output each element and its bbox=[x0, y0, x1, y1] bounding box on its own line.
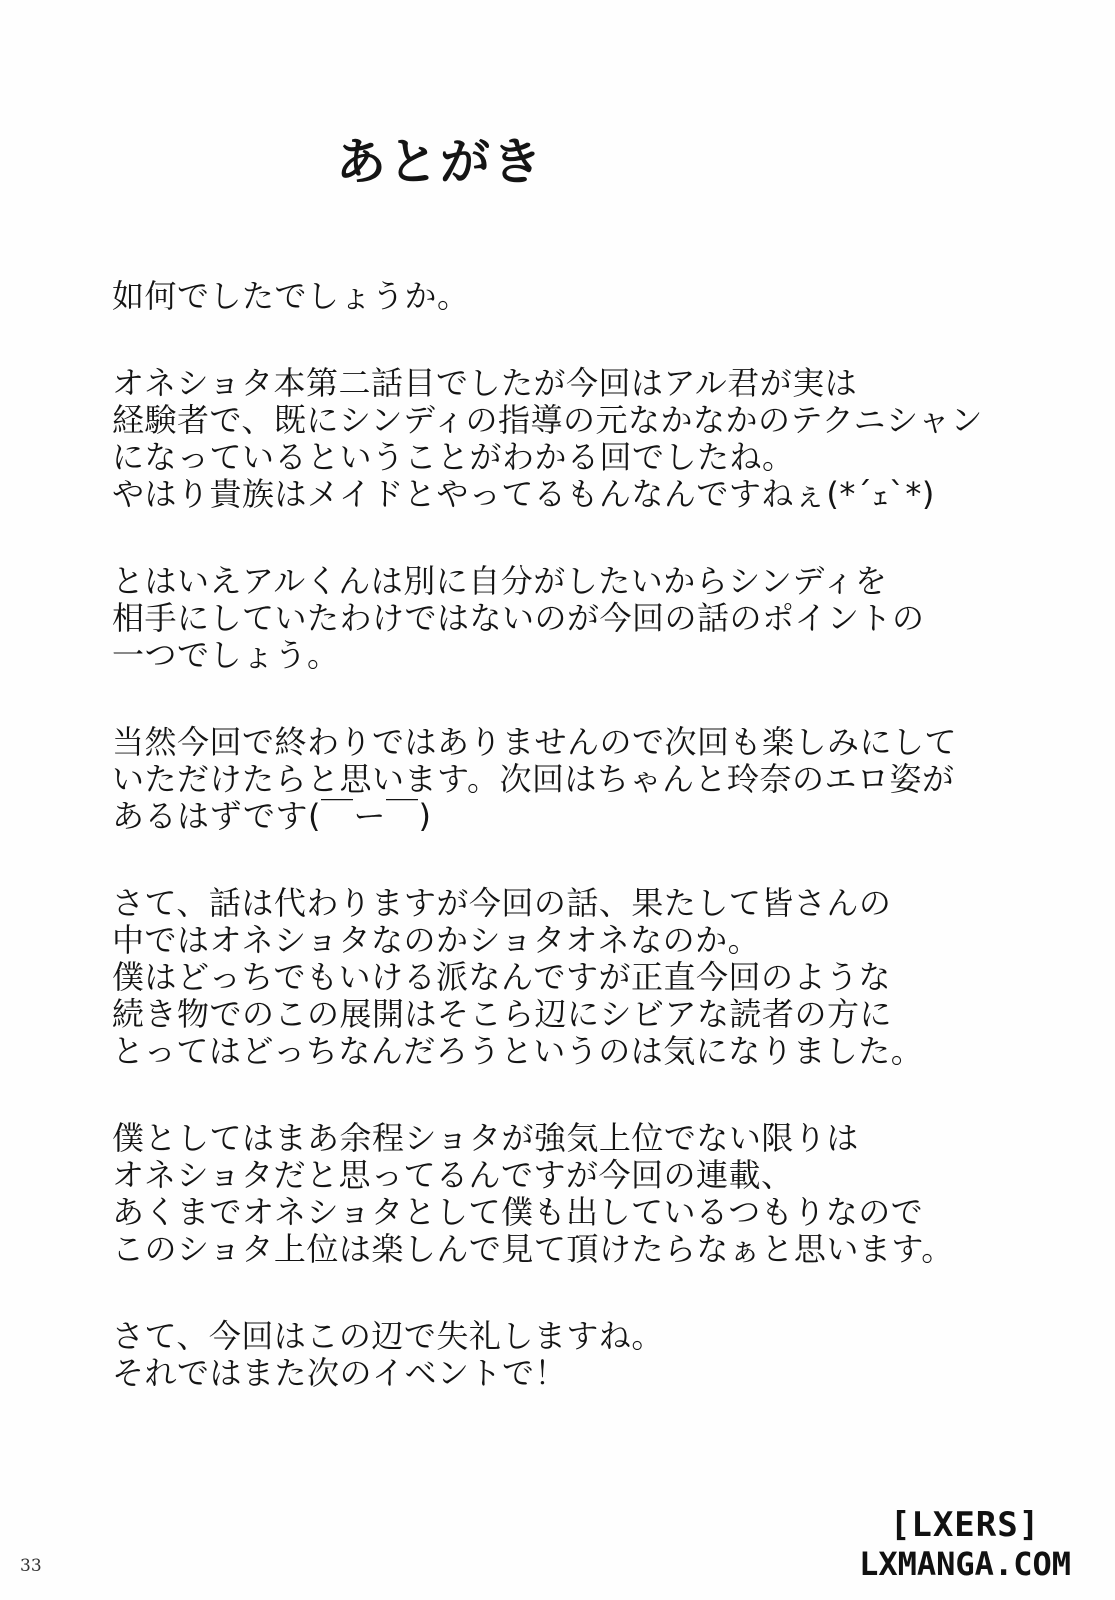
text-line: 僕としてはまあ余程ショタが強気上位でない限りは bbox=[112, 1119, 859, 1157]
text-line: 相手にしていたわけではないのが今回の話のポイントの bbox=[112, 599, 925, 637]
text-line: 続き物でのこの展開はそこら辺にシビアな読者の方に bbox=[112, 995, 893, 1033]
text-line: 中ではオネショタなのかショタオネなのか。 bbox=[112, 921, 761, 959]
paragraph-1 bbox=[112, 278, 932, 315]
text-line: あくまでオネショタとして僕も出しているつもりなので bbox=[112, 1193, 924, 1231]
text-line: オネショタだと思ってるんですが今回の連載、 bbox=[112, 1156, 794, 1194]
paragraph-3 bbox=[112, 563, 932, 674]
text-line: さて、話は代わりますが今回の話、果たして皆さんの bbox=[112, 884, 892, 922]
text-line: 僕はどっちでもいける派なんですが正直今回のような bbox=[112, 958, 892, 996]
text-line: あるはずです(￣ー￣) bbox=[112, 797, 432, 835]
text-line: さて、今回はこの辺で失礼しますね。 bbox=[112, 1317, 664, 1355]
text-line: 当然今回で終わりではありませんので次回も楽しみにして bbox=[112, 723, 958, 761]
watermark-group-name: [LXERS] bbox=[889, 1505, 1041, 1545]
watermark-site: LXMANGA.COM bbox=[859, 1545, 1071, 1583]
text-line: オネショタ本第二話目でしたが今回はアル君が実は bbox=[112, 364, 858, 402]
text-line: 如何でしたでしょうか。 bbox=[112, 277, 470, 315]
paragraph-2 bbox=[112, 364, 983, 513]
text-line: とってはどっちなんだろうというのは気になりました。 bbox=[112, 1032, 924, 1070]
paragraph-5 bbox=[112, 885, 932, 1070]
text-line: 経験者で、既にシンディの指導の元なかなかのテクニシャン bbox=[112, 401, 983, 439]
page-title: あとがき bbox=[336, 133, 544, 191]
text-line: やはり貴族はメイドとやってるもんなんですねぇ(*´ｪ`*) bbox=[112, 475, 935, 513]
text-line: になっているということがわかる回でしたね。 bbox=[112, 438, 795, 476]
page-number: 33 bbox=[20, 1556, 42, 1576]
watermark-logo bbox=[859, 1505, 1071, 1583]
paragraph-7 bbox=[112, 1318, 932, 1392]
paragraph-6 bbox=[112, 1119, 954, 1268]
text-line: とはいえアルくんは別に自分がしたいからシンディを bbox=[112, 562, 888, 600]
afterword-body bbox=[112, 277, 983, 1442]
text-line: それではまた次のイベントで！ bbox=[112, 1354, 568, 1392]
paragraph-4 bbox=[112, 723, 958, 835]
text-line: 一つでしょう。 bbox=[112, 636, 340, 674]
text-line: いただけたらと思います。次回はちゃんと玲奈のエロ姿が bbox=[112, 760, 955, 798]
text-line: このショタ上位は楽しんで見て頂けたらなぁと思います。 bbox=[112, 1230, 954, 1268]
